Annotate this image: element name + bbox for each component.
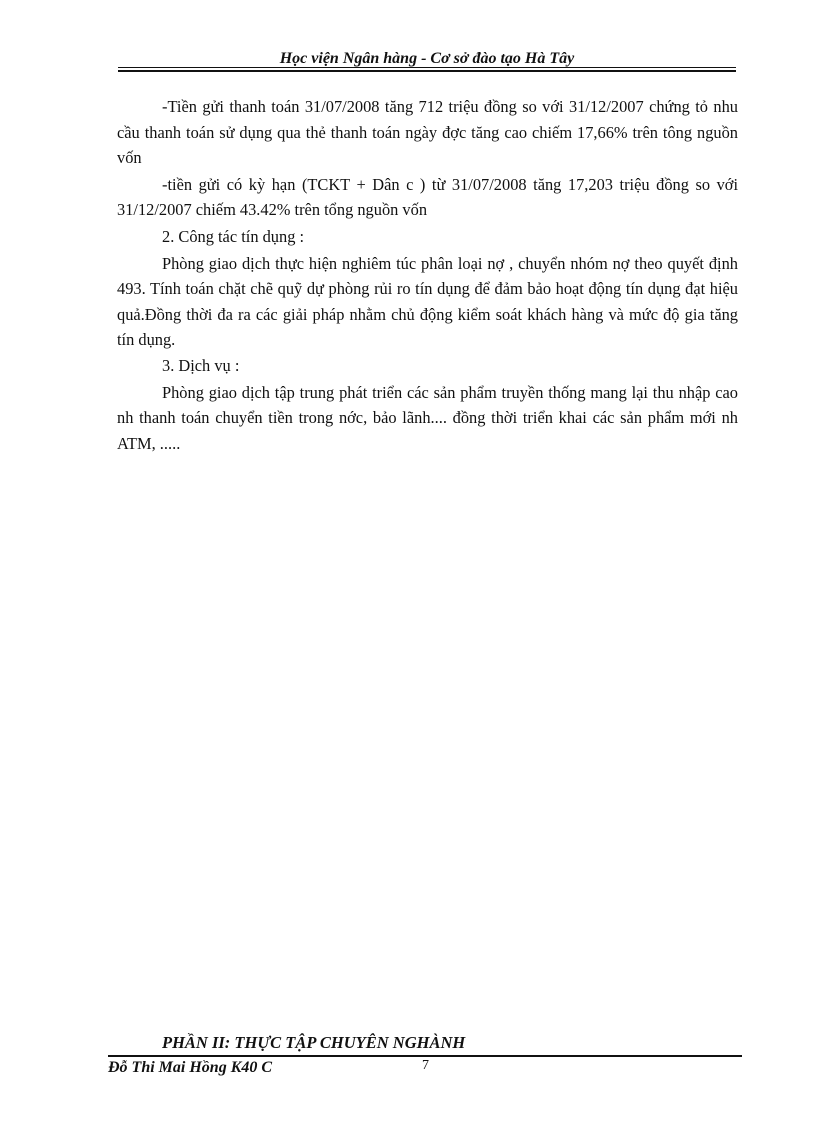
heading-credit-work: 2. Công tác tín dụng : [162,226,305,246]
paragraph-credit-work: Phòng giao dịch thực hiện nghiêm túc phân loại nợ , chuyển nhóm nợ theo quyết định 493. Tính toán chặt chẽ quỹ dự phòng rủi ro tín dụng để đảm bảo hoạt động tín dụng đạt hiệu quả.Đồng thời đa ra các giải pháp nhằm chủ động kiểm soát khách hàng và mức độ gia tăng tín dụng. [117,253,738,350]
body-text [117,94,738,456]
paragraph-services: Phòng giao dịch tập trung phát triển các sản phẩm truyền thống mang lại thu nhập cao nh thanh toán chuyển tiền trong nớc, bảo lãnh.... đồng thời triển khai các sản phẩm mới nh ATM, ..... [117,382,738,453]
paragraph-demand-deposits: -Tiền gửi thanh toán 31/07/2008 tăng 712 triệu đồng so với 31/12/2007 chứng tỏ nhu cầu thanh toán sử dụng qua thẻ thanh toán ngày đợc tăng cao chiếm 17,66% trên tông nguồn vốn [117,97,738,168]
heading-services: 3. Dịch vụ : [162,355,240,375]
header-title: Học viện Ngân hàng - Cơ sở đào tạo Hà Tây [279,50,575,67]
footer-author: Đỗ Thi Mai Hồng K40 C [108,1059,273,1076]
page-number: 7 [422,1058,429,1073]
header-rule-thick [118,70,736,72]
header-rule-thin [118,67,736,68]
footer-part-title: PHẦN II: THỰC TẬP CHUYÊN NGHÀNH [162,1033,466,1052]
paragraph-term-deposits: -tiền gửi có kỳ hạn (TCKT + Dân c ) từ 31/07/2008 tăng 17,203 triệu đồng so với 31/12/2007 chiếm 43.42% trên tổng nguồn vốn [117,174,738,220]
